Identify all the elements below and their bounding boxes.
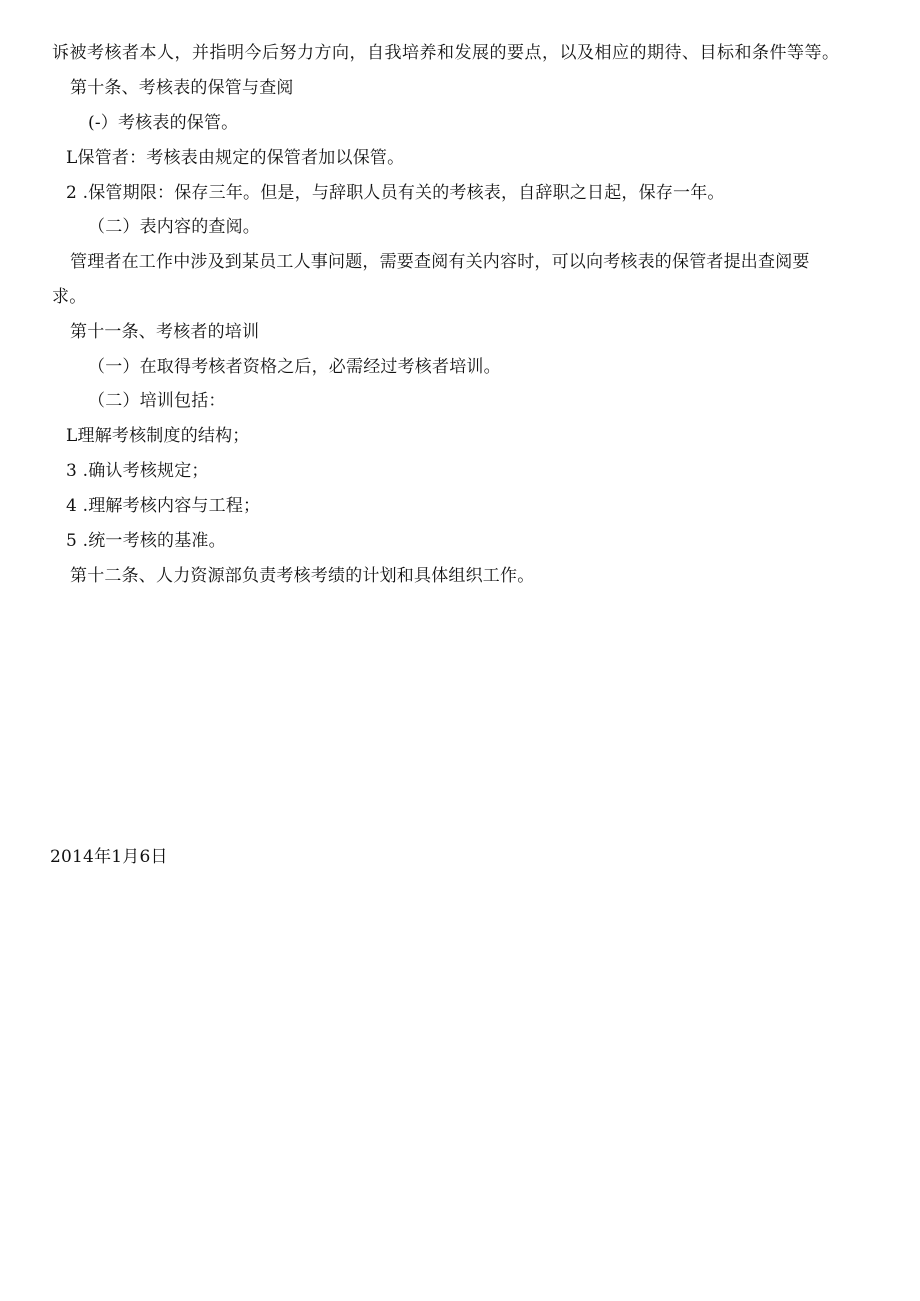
text-line-continuation: 诉被考核者本人，并指明今后努力方向，自我培养和发展的要点，以及相应的期待、目标和条件等等。 (52, 43, 840, 63)
section-1-title: (-）考核表的保管。 (88, 113, 239, 133)
article-12-heading: 第十二条、人力资源部负责考核考绩的计划和具体组织工作。 (70, 566, 535, 586)
article-11-heading: 第十一条、考核者的培训 (70, 322, 260, 342)
training-section-2: （二）培训包括： (88, 391, 226, 411)
paragraph-review-request-end: 求。 (52, 287, 87, 307)
section-2-title: （二）表内容的查阅。 (88, 217, 260, 237)
training-item-3: 3 .确认考核规定； (66, 461, 209, 481)
training-item-5: 5 .统一考核的基准。 (66, 531, 226, 551)
item-keeper: L保管者：考核表由规定的保管者加以保管。 (66, 148, 405, 168)
article-10-heading: 第十条、考核表的保管与查阅 (70, 78, 294, 98)
paragraph-review-request: 管理者在工作中涉及到某员工人事问题，需要查阅有关内容时，可以向考核表的保管者提出查阅要 (70, 252, 810, 272)
item-retention-period: 2 .保管期限：保存三年。但是，与辞职人员有关的考核表，自辞职之日起，保存一年。 (66, 183, 725, 203)
training-item-4: 4 .理解考核内容与工程； (66, 496, 261, 516)
document-date: 2014年1月6日 (50, 847, 168, 867)
training-item-1: L理解考核制度的结构； (66, 426, 250, 446)
training-section-1: （一）在取得考核者资格之后，必需经过考核者培训。 (88, 357, 501, 377)
